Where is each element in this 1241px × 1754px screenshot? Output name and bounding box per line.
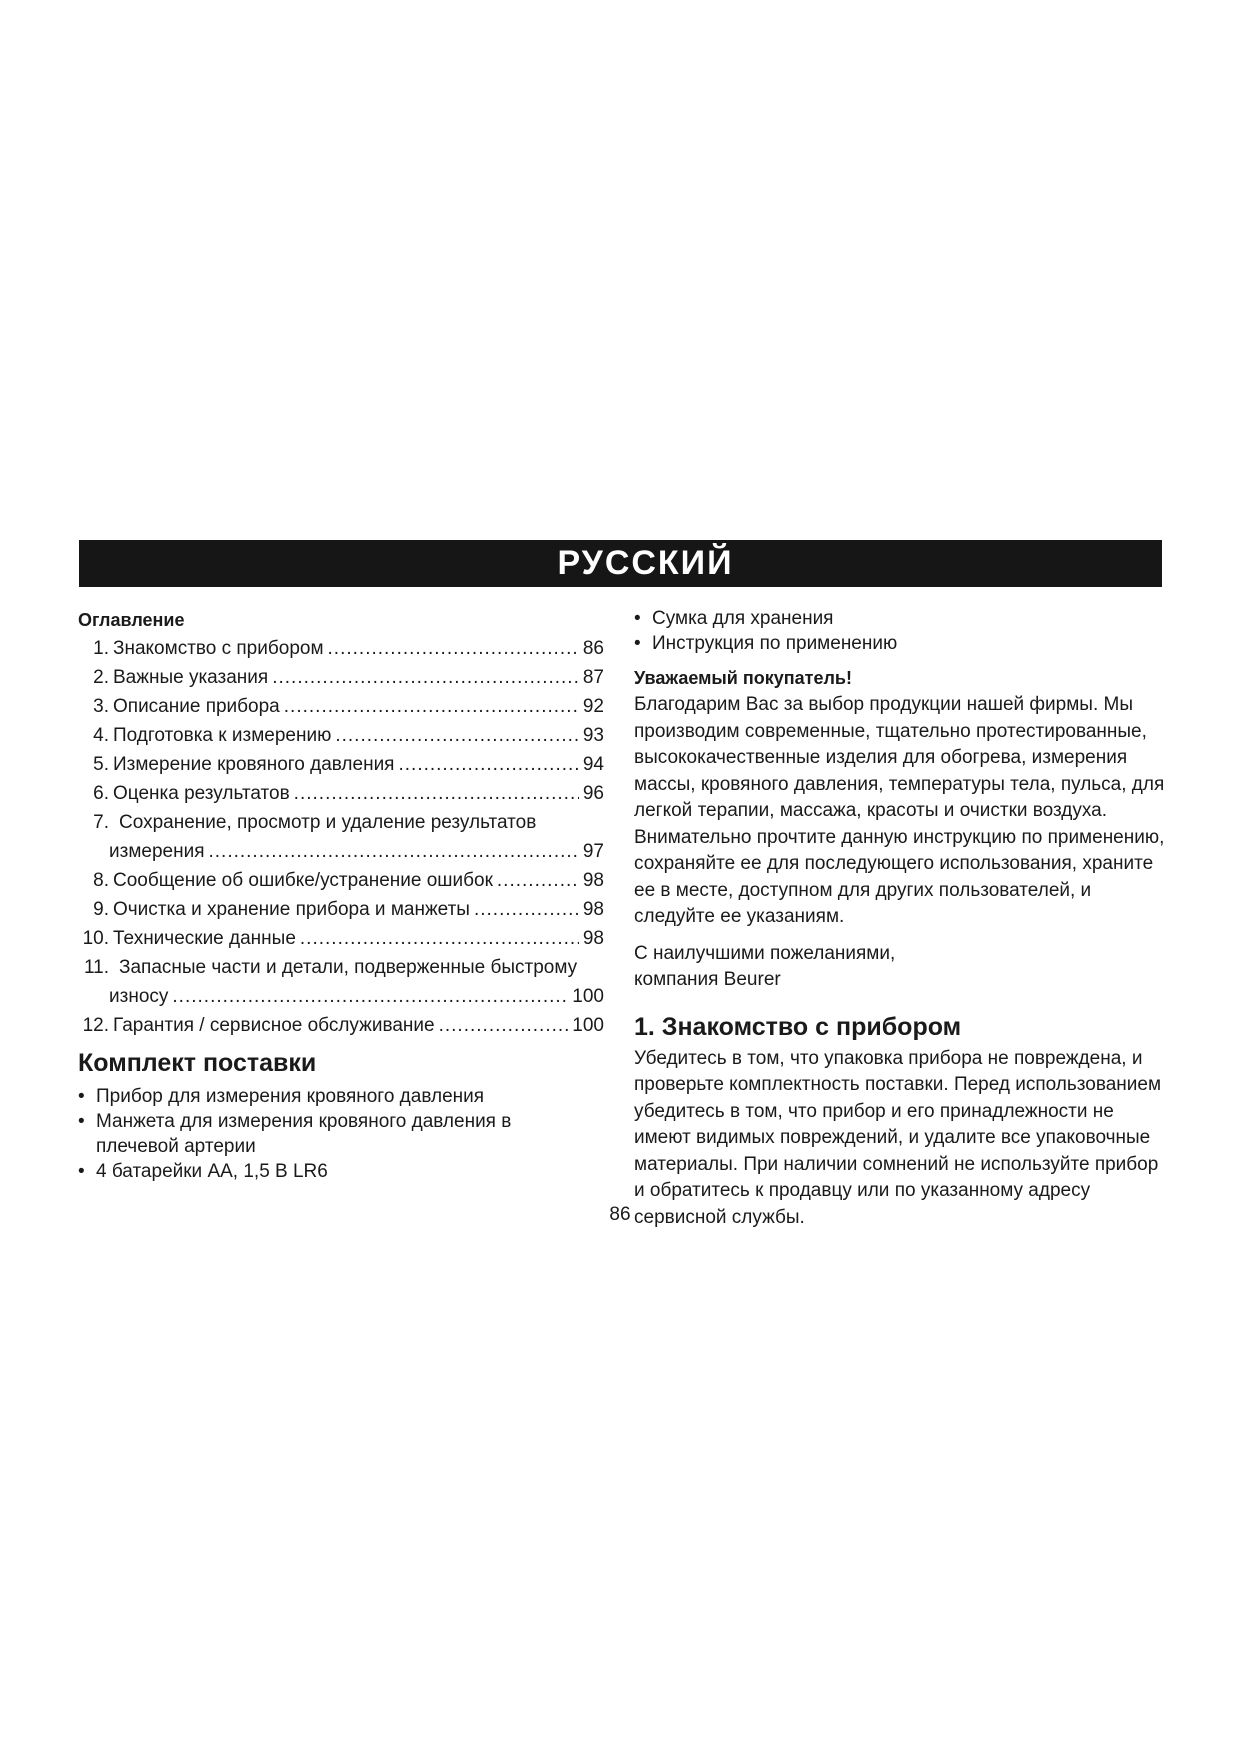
toc-label: Гарантия / сервисное обслуживание	[113, 1015, 435, 1036]
toc-leader-dots	[335, 721, 579, 750]
toc-label: Измерение кровяного давления	[113, 754, 395, 775]
toc-label: Описание прибора	[113, 696, 280, 717]
greeting-heading: Уважаемый покупатель!	[634, 668, 852, 688]
toc-label: Сообщение об ошибке/устранение ошибок	[113, 870, 493, 891]
toc-number: 8.	[93, 870, 109, 891]
toc-leader-dots	[497, 866, 579, 895]
toc-page: 98	[582, 899, 604, 920]
greeting-body: Благодарим Вас за выбор продукции нашей фирмы. Мы производим современные, тщательно протестированные, высококачественные изделия для обогрева, измерения массы, кровяного давления, температуры тела, пульса, для легкой терапии, массажа, красоты и очистки воздуха. Внимательно прочтите данную инструкцию по применению, сохраняйте ее для последующего использования, храните ее в месте, доступном для других пользователей, и следуйте ее указаниям.	[634, 694, 1165, 927]
list-item: • Прибор для измерения кровяного давления	[78, 1084, 604, 1109]
toc-number: 3.	[93, 696, 109, 717]
toc-page: 100	[572, 986, 604, 1007]
toc-item-10[interactable]	[78, 924, 604, 953]
toc-leader-dots	[328, 634, 579, 663]
toc-leader-dots	[208, 837, 578, 866]
toc-leader-dots	[300, 924, 579, 953]
toc-item-5[interactable]	[78, 750, 604, 779]
delivery-title: Комплект поставки	[78, 1049, 317, 1077]
toc-page: 96	[582, 783, 604, 804]
list-item: • Инструкция по применению	[634, 631, 1174, 656]
toc-leader-dots	[272, 663, 579, 692]
toc-number: 1.	[93, 638, 109, 659]
toc-page: 93	[582, 725, 604, 746]
list-item: • Манжета для измерения кровяного давления в плечевой артерии	[78, 1109, 556, 1159]
toc-leader-dots	[474, 895, 579, 924]
toc-item-4[interactable]	[78, 721, 604, 750]
language-banner	[79, 540, 1162, 587]
toc-item-2[interactable]	[78, 663, 604, 692]
toc-label: Важные указания	[113, 667, 269, 688]
left-column	[78, 606, 604, 1184]
toc-page: 97	[582, 841, 604, 862]
toc-item-12[interactable]	[78, 1011, 604, 1040]
toc-page: 100	[572, 1015, 604, 1036]
toc-leader-dots	[439, 1011, 569, 1040]
toc-item-8[interactable]	[78, 866, 604, 895]
toc-page: 94	[582, 754, 604, 775]
toc-page: 98	[582, 928, 604, 949]
delivery-list	[78, 1084, 604, 1184]
table-of-contents	[78, 634, 604, 1040]
section-1-title: 1. Знакомство с прибором	[634, 1012, 962, 1041]
toc-page: 86	[582, 638, 604, 659]
toc-item-9[interactable]	[78, 895, 604, 924]
toc-number: 7.	[93, 812, 109, 833]
toc-item-6[interactable]	[78, 779, 604, 808]
toc-number: 11.	[83, 957, 109, 978]
greeting-closing: С наилучшими пожеланиями,	[634, 942, 896, 964]
toc-item-3[interactable]	[78, 692, 604, 721]
toc-number: 2.	[93, 667, 109, 688]
toc-label: Оценка результатов	[113, 783, 290, 804]
toc-leader-dots	[398, 750, 578, 779]
toc-heading: Оглавление	[78, 610, 185, 630]
toc-label: Технические данные	[113, 928, 296, 949]
toc-item-1[interactable]	[78, 634, 604, 663]
banner-title: РУССКИЙ	[557, 544, 734, 582]
toc-page: 87	[582, 667, 604, 688]
toc-label-continued: износу	[109, 986, 169, 1007]
toc-label: Запасные части и детали, подверженные быстрому	[119, 957, 578, 978]
toc-item-11[interactable]	[78, 953, 604, 1011]
right-column	[634, 606, 1174, 1231]
toc-leader-dots	[172, 982, 568, 1011]
toc-label: Очистка и хранение прибора и манжеты	[113, 899, 470, 920]
toc-label: Подготовка к измерению	[113, 725, 332, 746]
toc-item-7[interactable]	[78, 808, 604, 866]
toc-page: 98	[582, 870, 604, 891]
toc-label-continued: измерения	[109, 841, 205, 862]
company-signature: компания Beurer	[634, 969, 781, 990]
page-number: 86	[609, 1204, 631, 1225]
delivery-list-continued	[634, 606, 1174, 656]
toc-number: 12.	[82, 1015, 109, 1036]
list-item: • Сумка для хранения	[634, 606, 1174, 631]
toc-number: 10.	[82, 928, 109, 949]
toc-number: 5.	[93, 754, 109, 775]
toc-label: Знакомство с прибором	[113, 638, 324, 659]
toc-leader-dots	[284, 692, 579, 721]
toc-number: 6.	[93, 783, 109, 804]
toc-leader-dots	[294, 779, 579, 808]
toc-label: Сохранение, просмотр и удаление результатов	[119, 812, 537, 833]
toc-number: 9.	[93, 899, 109, 920]
toc-number: 4.	[93, 725, 109, 746]
toc-page: 92	[582, 696, 604, 717]
list-item: • 4 батарейки АА, 1,5 В LR6	[78, 1159, 604, 1184]
section-1-body: Убедитесь в том, что упаковка прибора не повреждена, и проверьте комплектность поставки. Перед использованием убедитесь в том, что прибор и его принадлежности не имеют видимых повреждений, и удалите все упаковочные материалы. При наличии сомнений не используйте прибор и обратитесь к продавцу или по указанному адресу сервисной службы.	[634, 1047, 1162, 1228]
